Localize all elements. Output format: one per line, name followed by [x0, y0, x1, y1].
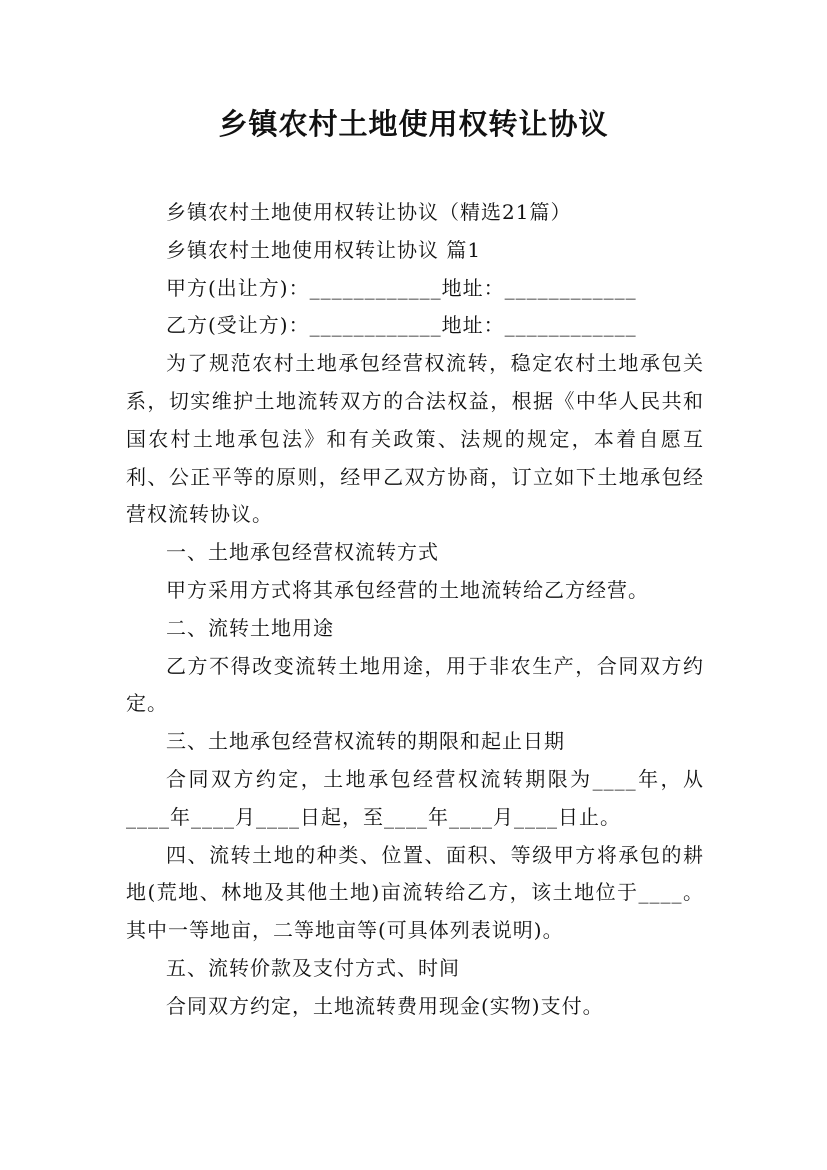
- section-heading-1: 一、土地承包经营权流转方式: [166, 540, 439, 565]
- section-heading-5: 五、流转价款及支付方式、时间: [166, 955, 460, 980]
- document-body: [126, 194, 704, 1026]
- paragraph-party-a: 甲方(出让方)：____________地址：____________: [166, 275, 637, 300]
- section-heading-2: 二、流转土地用途: [166, 615, 334, 640]
- paragraph-article-heading: 乡镇农村土地使用权转让协议 篇1: [166, 237, 482, 262]
- paragraph-section-5: 合同双方约定，土地流转费用现金(实物)支付。: [166, 993, 604, 1018]
- paragraph-preamble: 为了规范农村土地承包经营权流转，稳定农村土地承包关系，切实维护土地流转双方的合法权益，根据《中华人民共和国农村土地承包法》和有关政策、法规的规定，本着自愿互利、公正平等的原则，经甲乙双方协商，订立如下土地承包经营权流转协议。: [126, 351, 704, 527]
- paragraph-section-4: 四、流转土地的种类、位置、面积、等级甲方将承包的耕地(荒地、林地及其他土地)亩流转给乙方，该土地位于____。其中一等地亩，二等地亩等(可具体列表说明)。: [126, 842, 704, 943]
- paragraph-section-3: 合同双方约定，土地承包经营权流转期限为____年，从____年____月____日起，至____年____月____日止。: [126, 766, 704, 829]
- paragraph-subtitle: 乡镇农村土地使用权转让协议（精选21篇）: [166, 200, 572, 224]
- paragraph-party-b: 乙方(受让方)：____________地址：____________: [166, 313, 637, 338]
- paragraph-section-2: 乙方不得改变流转土地用途，用于非农生产，合同双方约定。: [126, 653, 704, 716]
- document-title: 乡镇农村土地使用权转让协议: [218, 107, 609, 141]
- section-heading-3: 三、土地承包经营权流转的期限和起止日期: [166, 729, 565, 754]
- paragraph-section-1: 甲方采用方式将其承包经营的土地流转给乙方经营。: [166, 577, 649, 602]
